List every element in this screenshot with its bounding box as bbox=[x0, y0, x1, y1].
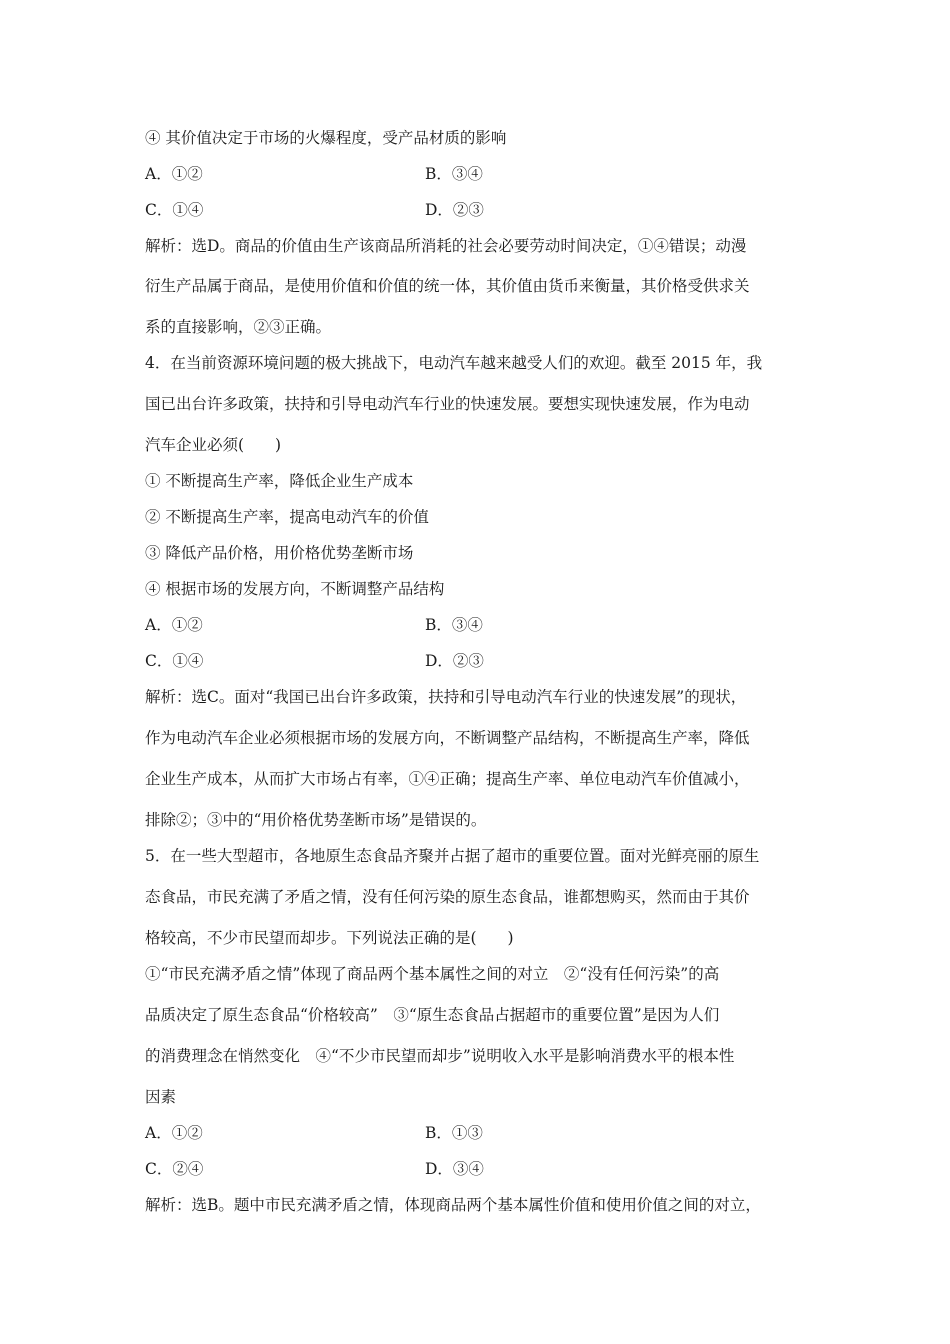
q4-option-c: C．①④ bbox=[145, 652, 204, 670]
q4-stem-line: 4．在当前资源环境问题的极大挑战下，电动汽车越来越受人们的欢迎。截至 2015 年，我 bbox=[145, 354, 763, 372]
q4-item-3: ③ 降低产品价格，用价格优势垄断市场 bbox=[145, 544, 414, 562]
q3-option-c: C．①④ bbox=[145, 201, 204, 219]
q5-option-d: D．③④ bbox=[425, 1160, 484, 1178]
q3-analysis-line: 系的直接影响，②③正确。 bbox=[145, 318, 332, 336]
q4-analysis-line: 排除②；③中的“用价格优势垄断市场”是错误的。 bbox=[145, 811, 487, 829]
q4-item-4: ④ 根据市场的发展方向，不断调整产品结构 bbox=[145, 580, 445, 598]
q3-option-b: B．③④ bbox=[425, 165, 483, 183]
q5-stem-line: 5．在一些大型超市，各地原生态食品齐聚并占据了超市的重要位置。面对光鲜亮丽的原生 bbox=[145, 847, 760, 865]
q5-items-line: 因素 bbox=[145, 1088, 177, 1106]
q3-option-a: A．①② bbox=[145, 165, 203, 183]
q4-option-b: B．③④ bbox=[425, 616, 483, 634]
q4-item-1: ① 不断提高生产率，降低企业生产成本 bbox=[145, 472, 414, 490]
q4-option-d: D．②③ bbox=[425, 652, 484, 670]
q5-option-a: A．①② bbox=[145, 1124, 203, 1142]
q5-items-line: 的消费理念在悄然变化 ④“不少市民望而却步”说明收入水平是影响消费水平的根本性 bbox=[145, 1047, 735, 1065]
q4-analysis-line: 解析：选C。面对“我国已出台许多政策，扶持和引导电动汽车行业的快速发展”的现状， bbox=[145, 688, 747, 706]
q4-analysis-line: 企业生产成本，从而扩大市场占有率，①④正确；提高生产率、单位电动汽车价值减小， bbox=[145, 770, 750, 788]
q3-option-d: D．②③ bbox=[425, 201, 484, 219]
q5-option-c: C．②④ bbox=[145, 1160, 204, 1178]
q4-analysis-line: 作为电动汽车企业必须根据市场的发展方向，不断调整产品结构，不断提高生产率，降低 bbox=[145, 729, 750, 747]
q4-item-2: ② 不断提高生产率，提高电动汽车的价值 bbox=[145, 508, 429, 526]
q3-analysis-line: 解析：选D。商品的价值由生产该商品所消耗的社会必要劳动时间决定，①④错误；动漫 bbox=[145, 237, 747, 255]
q3-analysis-line: 衍生产品属于商品，是使用价值和价值的统一体，其价值由货币来衡量，其价格受供求关 bbox=[145, 277, 750, 295]
q4-option-a: A．①② bbox=[145, 616, 203, 634]
q3-item-4: ④ 其价值决定于市场的火爆程度，受产品材质的影响 bbox=[145, 129, 507, 147]
q5-option-b: B．①③ bbox=[425, 1124, 483, 1142]
q5-stem-line: 格较高，不少市民望而却步。下列说法正确的是( ) bbox=[145, 929, 514, 947]
q4-stem-line: 国已出台许多政策，扶持和引导电动汽车行业的快速发展。要想实现快速发展，作为电动 bbox=[145, 395, 750, 413]
q5-stem-line: 态食品，市民充满了矛盾之情，没有任何污染的原生态食品，谁都想购买，然而由于其价 bbox=[145, 888, 750, 906]
q5-analysis-line: 解析：选B。题中市民充满矛盾之情，体现商品两个基本属性价值和使用价值之间的对立， bbox=[145, 1196, 761, 1214]
q5-items-line: ①“市民充满矛盾之情”体现了商品两个基本属性之间的对立 ②“没有任何污染”的高 bbox=[145, 965, 720, 983]
q4-stem-line: 汽车企业必须( ) bbox=[145, 436, 282, 454]
q5-items-line: 品质决定了原生态食品“价格较高” ③“原生态食品占据超市的重要位置”是因为人们 bbox=[145, 1006, 720, 1024]
